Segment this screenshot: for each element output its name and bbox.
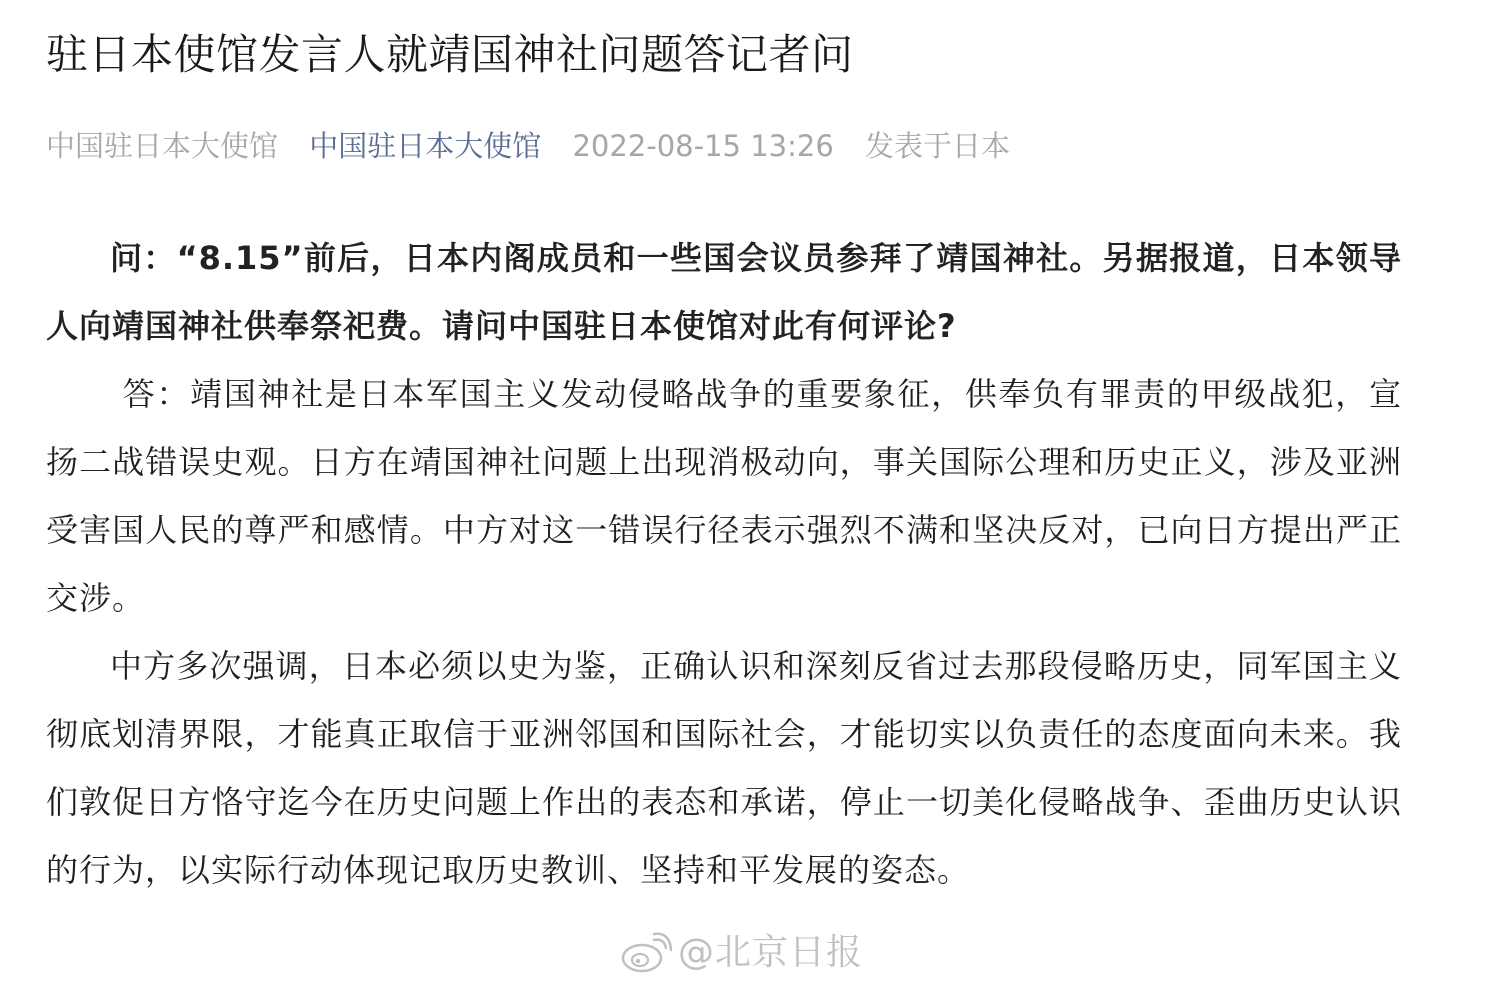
author-name: 中国驻日本大使馆	[46, 129, 279, 163]
article-meta	[46, 126, 1402, 166]
watermark	[620, 930, 863, 976]
watermark-text: @北京日报	[678, 932, 864, 973]
statement-paragraph: 中方多次强调，日本必须以史为鉴，正确认识和深刻反省过去那段侵略历史，同军国主义彻底划清界限，才能真正取信于亚洲邻国和国际社会，才能切实以负责任的态度面向未来。我们敦促日方恪守迄今在历史问题上作出的表态和承诺，停止一切美化侵略战争、歪曲历史认识的行为，以实际行动体现记取历史教训、坚持和平发展的姿态。	[46, 647, 1402, 889]
question-paragraph: 问：“8.15”前后，日本内阁成员和一些国会议员参拜了靖国神社。另据报道，日本领导人向靖国神社供奉祭祀费。请问中国驻日本使馆对此有何评论?	[46, 239, 1402, 345]
article-title: 驻日本使馆发言人就靖国神社问题答记者问	[46, 30, 854, 79]
account-link[interactable]: 中国驻日本大使馆	[309, 129, 542, 163]
publish-location: 发表于日本	[865, 129, 1011, 163]
article-body	[46, 224, 1402, 904]
publish-datetime: 2022-08-15 13:26	[572, 129, 834, 163]
answer-paragraph: 答：靖国神社是日本军国主义发动侵略战争的重要象征，供奉负有罪责的甲级战犯，宣扬二战错误史观。日方在靖国神社问题上出现消极动向，事关国际公理和历史正义，涉及亚洲受害国人民的尊严和感情。中方对这一错误行径表示强烈不满和坚决反对，已向日方提出严正交涉。	[46, 375, 1402, 617]
article	[46, 0, 1402, 904]
weibo-icon	[620, 932, 672, 974]
